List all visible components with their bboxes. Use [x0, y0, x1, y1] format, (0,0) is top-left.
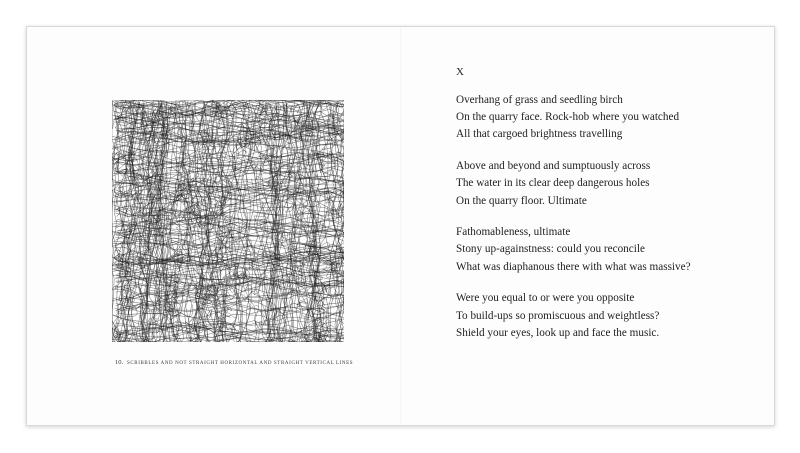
plate-number: 10.	[115, 359, 124, 366]
plate-caption-text: SCRIBBLES AND NOT STRAIGHT HORIZONTAL AND STRAIGHT VERTICAL LINES	[126, 361, 354, 366]
poem-line: Above and beyond and sumptuously across	[456, 160, 651, 173]
poem-line: All that cargoed brightness travelling	[456, 128, 623, 141]
poem-stanza-1	[456, 92, 756, 144]
poem-line: The water in its clear deep dangerous holes	[456, 177, 650, 190]
poem-line: Fathomableness, ultimate	[456, 226, 571, 239]
plate-caption	[115, 359, 353, 366]
poem-line: On the quarry floor. Ultimate	[456, 194, 587, 207]
page-gutter	[400, 27, 402, 425]
book-spread	[26, 26, 775, 426]
poem-stanza-2	[456, 158, 756, 210]
poem-line: What was diaphanous there with what was massive?	[456, 260, 691, 273]
poem-stanza-3	[456, 224, 756, 276]
poem	[456, 65, 756, 356]
poem-line: Were you equal to or were you opposite	[456, 292, 635, 305]
poem-line: On the quarry face. Rock-hob where you watched	[456, 111, 680, 124]
poem-stanza-4	[456, 290, 756, 342]
poem-line: Stony up-againstness: could you reconcile	[456, 243, 645, 256]
scribble-artwork	[112, 100, 344, 342]
poem-line: Overhang of grass and seedling birch	[456, 94, 623, 106]
poem-line: To build-ups so promiscuous and weightless?	[456, 309, 660, 322]
poem-title: X	[456, 66, 465, 78]
poem-line: Shield your eyes, look up and face the music.	[456, 326, 660, 339]
